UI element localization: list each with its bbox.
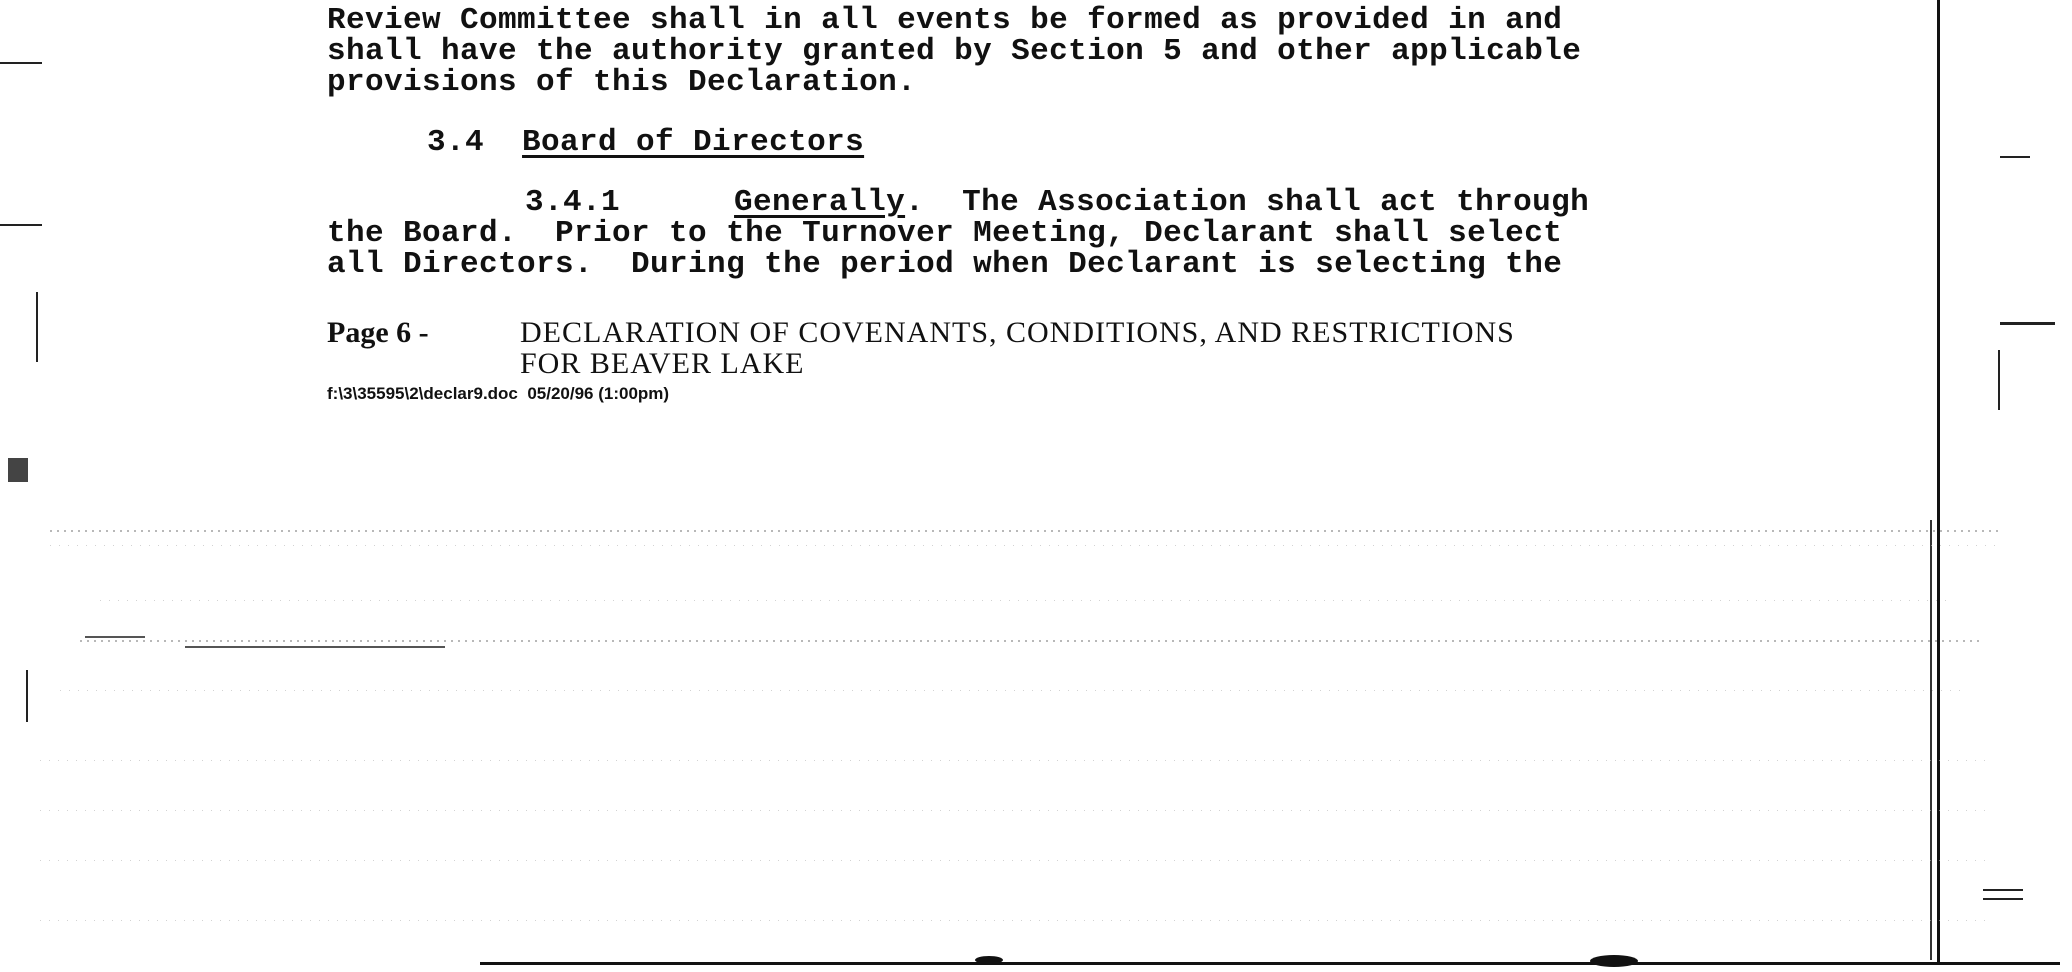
scan-mark	[36, 292, 38, 362]
scan-noise	[100, 600, 1950, 601]
scan-noise	[40, 920, 1990, 921]
scan-mark	[185, 646, 445, 648]
scan-mark	[0, 62, 42, 64]
scan-mark	[0, 224, 42, 226]
scan-noise	[50, 530, 2000, 532]
subsection-first-line-text: . The Association shall act through	[905, 185, 1590, 220]
scan-right-edge-inner	[1930, 520, 1932, 960]
body-line-2: shall have the authority granted by Section 5 and other applicable	[327, 34, 1582, 69]
scan-noise	[40, 760, 1990, 761]
scan-bottom-edge	[480, 962, 2060, 965]
subsection-line-2: the Board. Prior to the Turnover Meeting, Declarant shall select	[327, 216, 1563, 251]
scan-noise	[80, 640, 1980, 642]
scan-blob	[975, 956, 1003, 964]
body-line-1: Review Committee shall in all events be formed as provided in and	[327, 3, 1563, 38]
section-number: 3.4	[427, 125, 485, 160]
scan-right-edge	[1937, 0, 1940, 965]
scan-noise	[60, 690, 1960, 691]
scan-mark	[1983, 889, 2023, 891]
footer-title-line-2: FOR BEAVER LAKE	[520, 347, 805, 380]
scan-noise	[40, 810, 1990, 811]
scan-mark	[1998, 350, 2000, 410]
section-heading	[427, 127, 864, 158]
scan-blob	[1590, 955, 1638, 967]
scan-noise	[40, 860, 1990, 861]
scan-mark	[85, 636, 145, 638]
scan-mark	[2000, 322, 2055, 325]
scan-noise	[50, 545, 2000, 546]
subsection-line-3: all Directors. During the period when Declarant is selecting the	[327, 247, 1563, 282]
body-line-3: provisions of this Declaration.	[327, 65, 917, 100]
scan-mark	[2000, 156, 2030, 158]
footer-page-label: Page 6 -	[327, 316, 429, 349]
subsection-first-line	[525, 187, 1589, 218]
section-title: Board of Directors	[522, 125, 865, 160]
subsection-number: 3.4.1	[525, 185, 621, 220]
scan-mark	[26, 670, 28, 722]
footer-title-line-1: DECLARATION OF COVENANTS, CONDITIONS, AND RESTRICTIONS	[520, 316, 1515, 349]
scan-mark	[1983, 898, 2023, 900]
subsection-title: Generally	[734, 185, 906, 220]
file-reference: f:\3\35595\2\declar9.doc 05/20/96 (1:00pm)	[327, 384, 670, 403]
scan-mark	[8, 458, 28, 482]
